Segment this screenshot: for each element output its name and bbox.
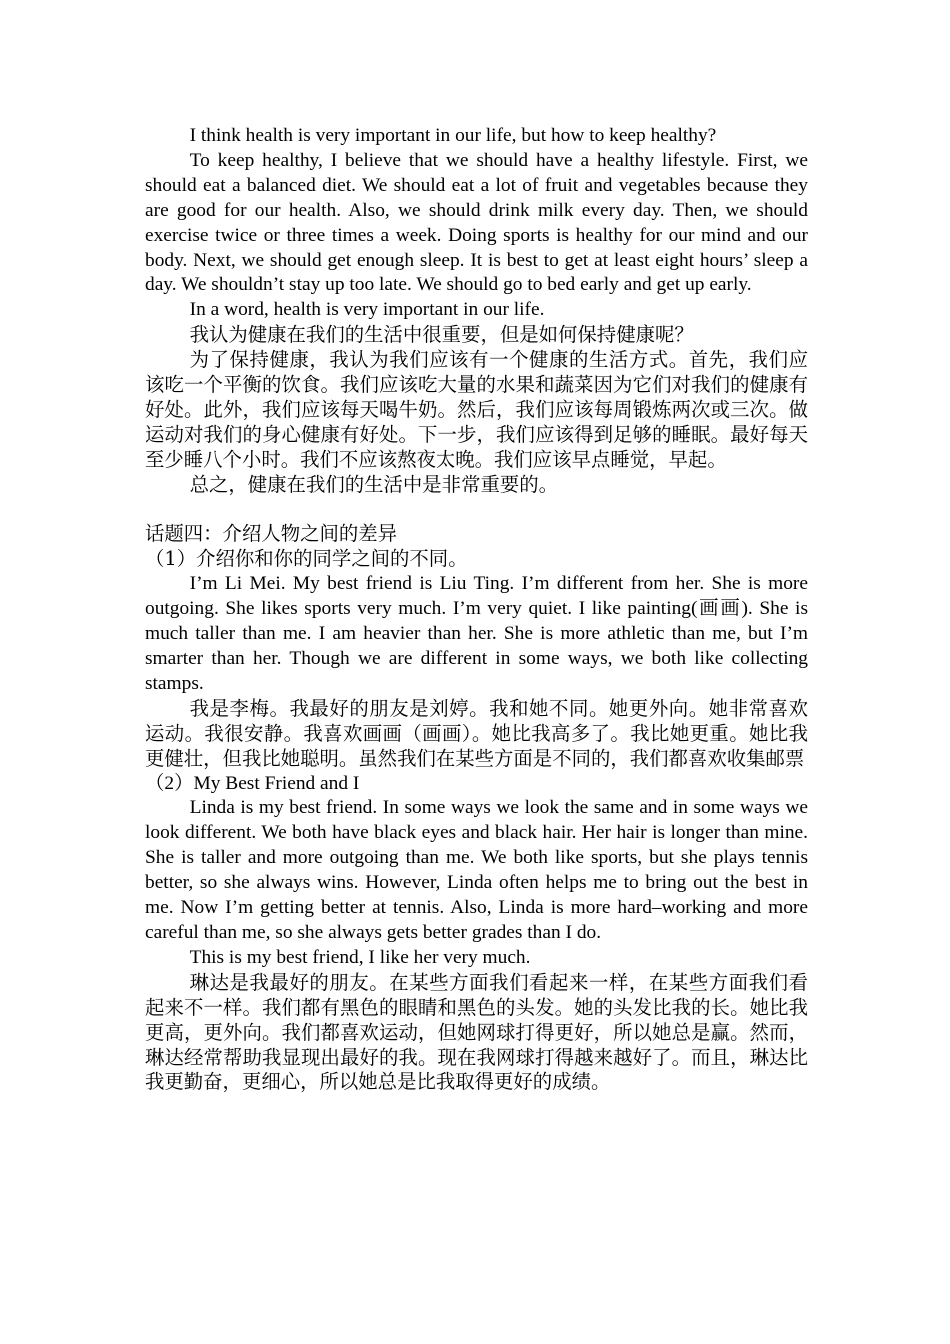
section-2-heading: （2）My Best Friend and I: [145, 772, 360, 794]
paragraph-health-question-en: I think health is very important in our life, but how to keep healthy?: [189, 125, 717, 146]
paragraph-health-conclusion-en: In a word, health is very important in our life.: [189, 299, 545, 321]
paragraph-linda-closing-en: This is my best friend, I like her very much.: [189, 946, 531, 968]
topic-four-title: 话题四：介绍人物之间的差异: [145, 522, 398, 546]
section-1-heading: （1）介绍你和你的同学之间的不同。: [145, 547, 468, 571]
paragraph-health-body-cn: 为了保持健康，我认为我们应该有一个健康的生活方式。首先，我们应该吃一个平衡的饮食。我们应该吃大量的水果和蔬菜因为它们对我们的健康有好处。此外，我们应该每天喝牛奶。然后，我们应该每周锻炼两次或三次。做运动对我们的身心健康有好处。下一步，我们应该得到足够的睡眠。最好每天至少睡八个小时。我们不应该熬夜太晚。我们应该早点睡觉，早起。: [145, 348, 808, 471]
paragraph-health-question-cn: 我认为健康在我们的生活中很重要，但是如何保持健康呢？: [189, 323, 694, 347]
document-page: [145, 124, 808, 1095]
paragraph-linda-en: Linda is my best friend. In some ways we look the same and in some ways we look different. We both have black eyes and black hair. Her hair is longer than mine. She is taller and more outgoing than me. We both like sports, but she plays tennis better, so she always wins. However, Linda often helps me to bring out the best in me. Now I’m getting better at tennis. Also, Linda is more hard–working and more careful than me, so she always gets better grades than I do.: [145, 797, 808, 943]
paragraph-li-mei-en: I’m Li Mei. My best friend is Liu Ting. I’m different from her. She is more outgoing. She likes sports very much. I’m very quiet. I like painting(画画). She is much taller than me. I am heavier than her. She is more athletic than me, but I’m smarter than her. Though we are different in some ways, we both like collecting stamps.: [145, 573, 808, 694]
paragraph-health-conclusion-cn: 总之，健康在我们的生活中是非常重要的。: [189, 472, 559, 496]
paragraph-linda-cn: 琳达是我最好的朋友。在某些方面我们看起来一样，在某些方面我们看起来不一样。我们都有黑色的眼睛和黑色的头发。她的头发比我的长。她比我更高，更外向。我们都喜欢运动，但她网球打得更好，所以她总是赢。然而，琳达经常帮助我显现出最好的我。现在我网球打得越来越好了。而且，琳达比我更勤奋，更细心，所以她总是比我取得更好的成绩。: [145, 970, 808, 1094]
paragraph-li-mei-cn: 我是李梅。我最好的朋友是刘婷。我和她不同。她更外向。她非常喜欢运动。我很安静。我喜欢画画（画画）。她比我高多了。我比她更重。她比我更健壮，但我比她聪明。虽然我们在某些方面是不同的，我们都喜欢收集邮票: [145, 696, 808, 770]
paragraph-health-body-en: To keep healthy, I believe that we should have a healthy lifestyle. First, we should eat a balanced diet. We should eat a lot of fruit and vegetables because they are good for our health. Also, we should drink milk every day. Then, we should exercise twice or three times a week. Doing sports is healthy for our mind and our body. Next, we should get enough sleep. It is best to get at least eight hours’ sleep a day. We shouldn’t stay up too late. We should go to bed early and get up early.: [145, 149, 808, 296]
blank-line: [145, 498, 808, 523]
